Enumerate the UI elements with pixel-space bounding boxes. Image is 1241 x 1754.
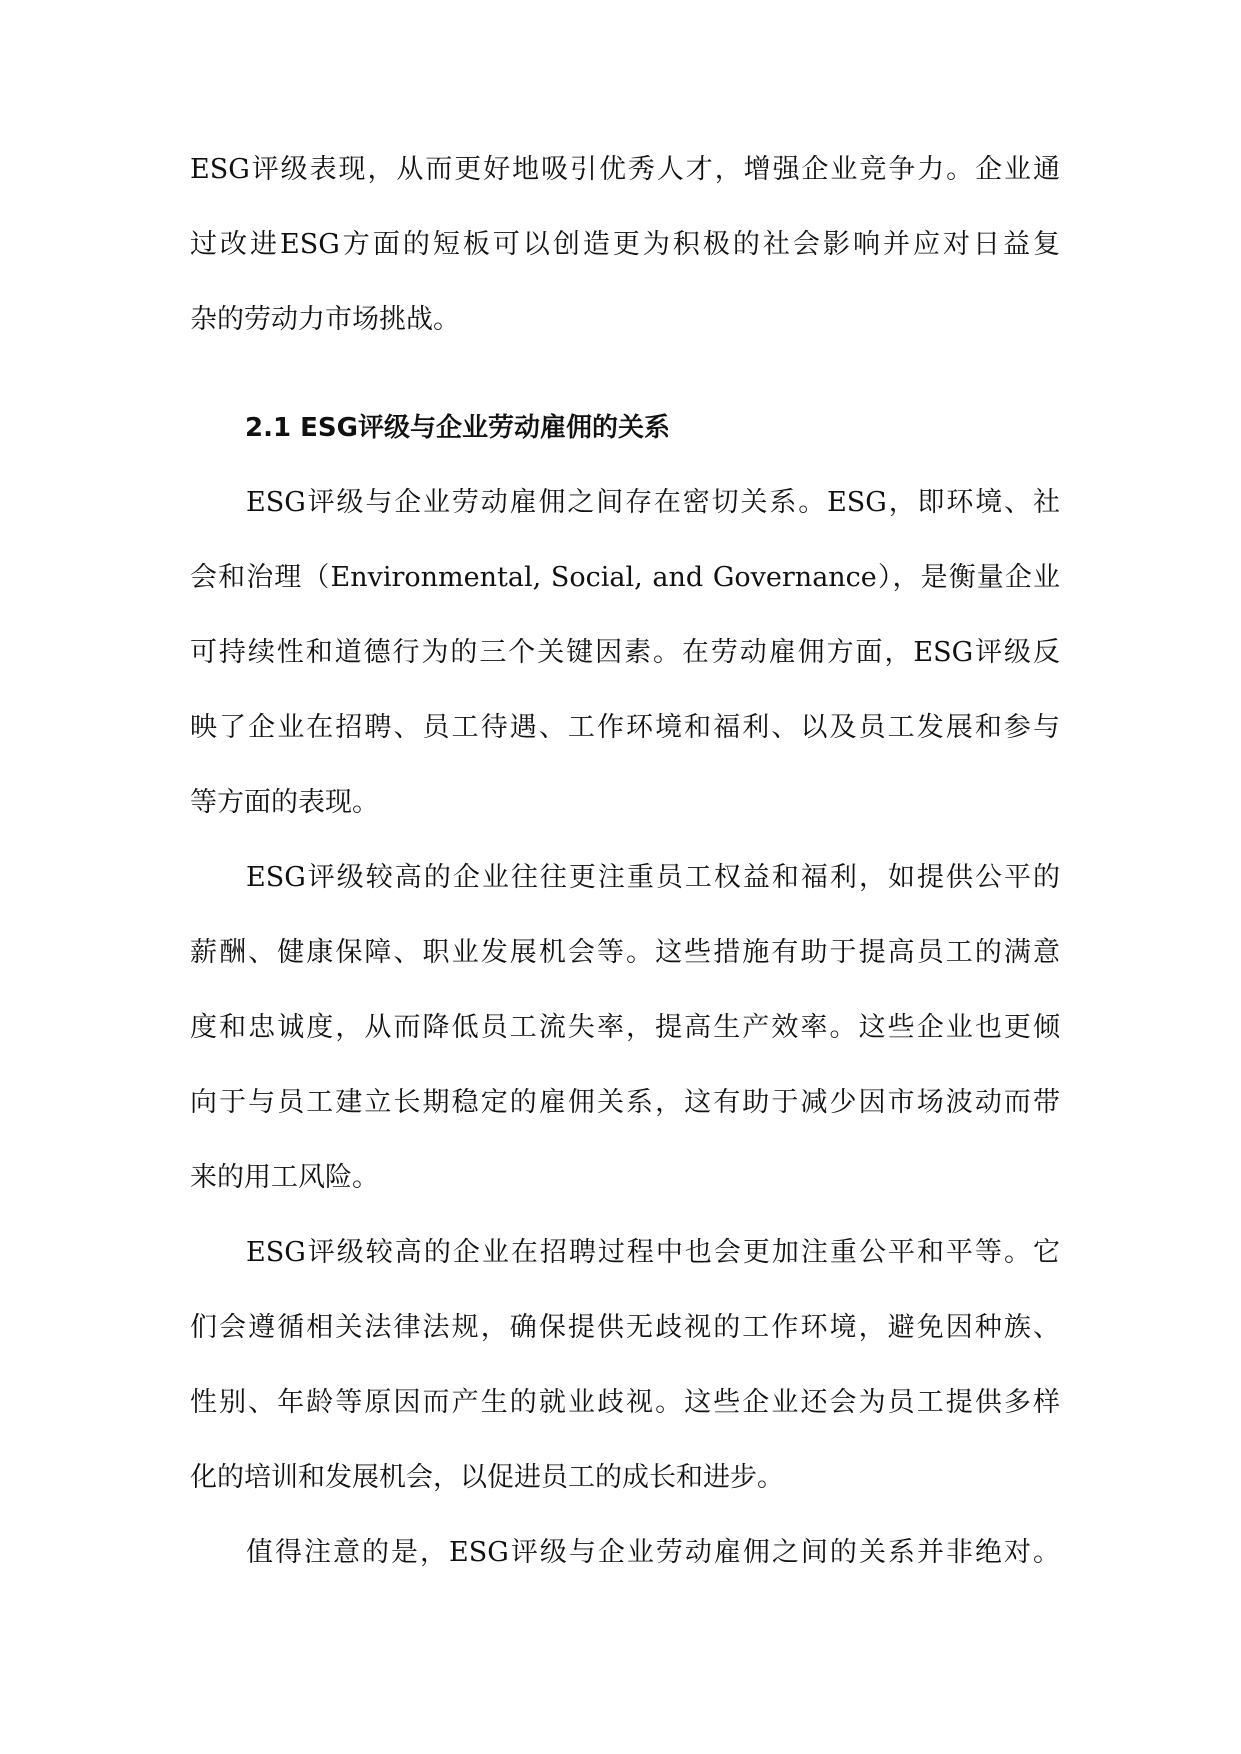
paragraph-line: 会和治理（Environmental, Social, and Governance），是衡量企业 [190, 562, 1060, 593]
paragraph-line: 向于与员工建立长期稳定的雇佣关系，这有助于减少因市场波动而带 [190, 1087, 1060, 1118]
paragraph-line: ESG评级较高的企业往往更注重员工权益和福利，如提供公平的 [246, 862, 1060, 893]
paragraph-line: 来的用工风险。 [190, 1162, 379, 1193]
paragraph-line: 们会遵循相关法律法规，确保提供无歧视的工作环境，避免因种族、 [190, 1312, 1060, 1343]
paragraph-line: 值得注意的是，ESG评级与企业劳动雇佣之间的关系并非绝对。 [246, 1537, 1060, 1568]
paragraph-line: 化的培训和发展机会，以促进员工的成长和进步。 [190, 1462, 784, 1493]
paragraph-line: 杂的劳动力市场挑战。 [190, 304, 460, 335]
paragraph-line: 可持续性和道德行为的三个关键因素。在劳动雇佣方面，ESG评级反 [190, 637, 1060, 668]
paragraph-line: ESG评级与企业劳动雇佣之间存在密切关系。ESG，即环境、社 [246, 487, 1060, 518]
paragraph-line: 过改进ESG方面的短板可以创造更为积极的社会影响并应对日益复 [190, 229, 1060, 260]
paragraph-line: 性别、年龄等原因而产生的就业歧视。这些企业还会为员工提供多样 [190, 1387, 1060, 1418]
paragraph-line: ESG评级较高的企业在招聘过程中也会更加注重公平和平等。它 [246, 1237, 1060, 1268]
paragraph-line: 映了企业在招聘、员工待遇、工作环境和福利、以及员工发展和参与 [190, 712, 1060, 743]
section-heading: 2.1 ESG评级与企业劳动雇佣的关系 [245, 413, 670, 443]
paragraph-line: ESG评级表现，从而更好地吸引优秀人才，增强企业竞争力。企业通 [190, 154, 1060, 185]
paragraph-line: 薪酬、健康保障、职业发展机会等。这些措施有助于提高员工的满意 [190, 937, 1060, 968]
paragraph-line: 度和忠诚度，从而降低员工流失率，提高生产效率。这些企业也更倾 [190, 1012, 1060, 1043]
paragraph-line: 等方面的表现。 [190, 787, 379, 818]
